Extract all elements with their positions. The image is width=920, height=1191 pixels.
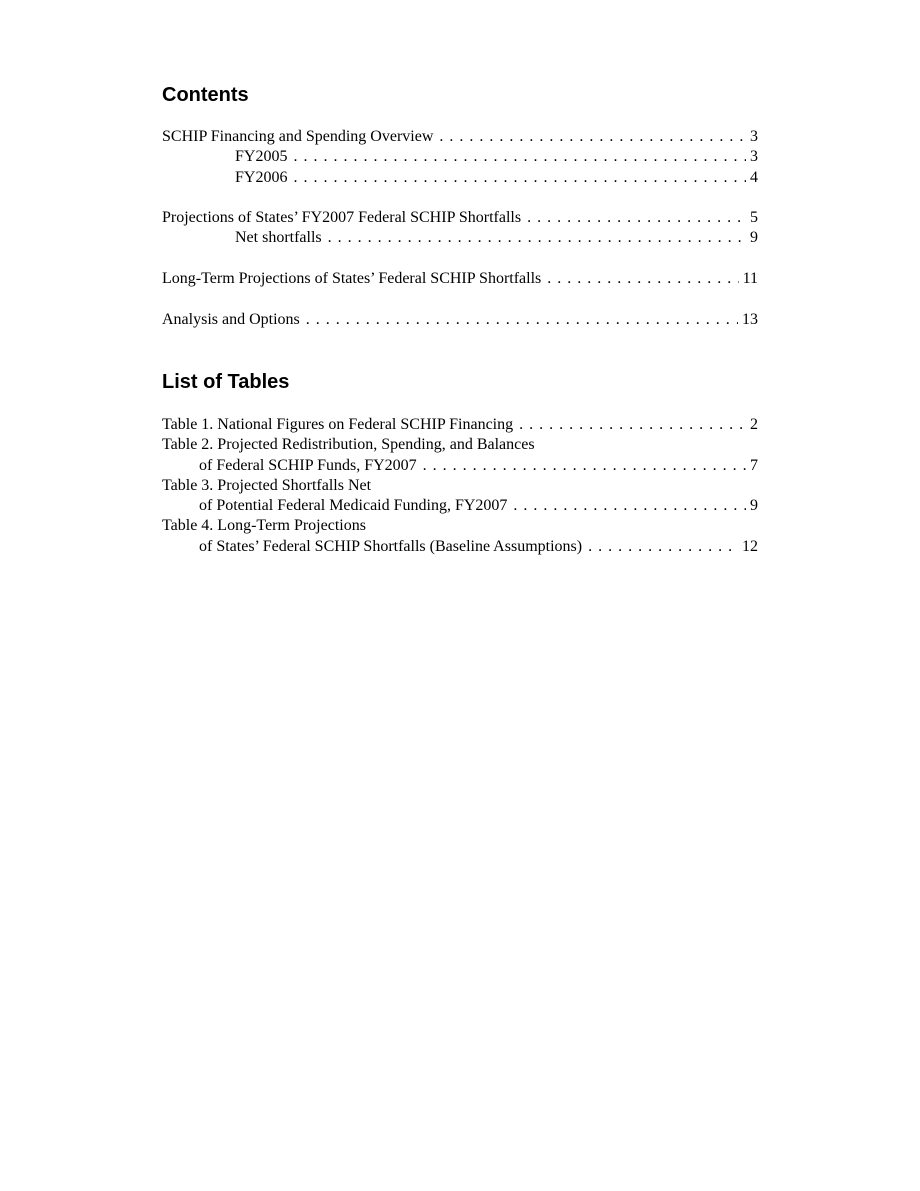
table-entry-label: Table 1. National Figures on Federal SCHIP Financing xyxy=(162,416,514,433)
dot-leader xyxy=(547,269,738,289)
toc-entry-label: Long-Term Projections of States’ Federal SCHIP Shortfalls xyxy=(162,270,542,287)
table-entry-label[interactable]: Table 2. Projected Redistribution, Spending, and Balances xyxy=(162,436,535,453)
toc-entry-page: 5 xyxy=(750,209,758,226)
dot-leader xyxy=(588,537,738,557)
contents-heading: Contents xyxy=(162,84,249,106)
table-entry-label[interactable]: Table 4. Long-Term Projections xyxy=(162,517,366,534)
toc-entry[interactable] xyxy=(162,127,758,147)
table-entry-continuation[interactable] xyxy=(199,456,758,476)
toc-entry-label: FY2006 xyxy=(235,169,288,186)
table-entry-page: 12 xyxy=(742,538,758,555)
dot-leader xyxy=(293,168,746,188)
toc-entry[interactable] xyxy=(162,269,758,289)
toc-entry-page: 9 xyxy=(750,229,758,246)
table-entry-label: of Potential Federal Medicaid Funding, FY2007 xyxy=(199,497,508,514)
table-entry-page: 7 xyxy=(750,457,758,474)
toc-entry-label: Net shortfalls xyxy=(235,229,322,246)
dot-leader xyxy=(328,228,746,248)
table-entry-page: 2 xyxy=(750,416,758,433)
toc-entry-page: 4 xyxy=(750,169,758,186)
dot-leader xyxy=(306,310,738,330)
dot-leader xyxy=(423,456,746,476)
table-entry-label: of Federal SCHIP Funds, FY2007 xyxy=(199,457,417,474)
list-of-tables-heading: List of Tables xyxy=(162,371,290,393)
toc-entry-page: 13 xyxy=(742,311,758,328)
toc-subentry[interactable] xyxy=(235,168,758,188)
toc-entry-label: FY2005 xyxy=(235,148,288,165)
toc-entry-label: Projections of States’ FY2007 Federal SCHIP Shortfalls xyxy=(162,209,522,226)
dot-leader xyxy=(293,147,746,167)
toc-subentry[interactable] xyxy=(235,147,758,167)
toc-entry[interactable] xyxy=(162,208,758,228)
table-entry-continuation[interactable] xyxy=(199,537,758,557)
toc-entry-page: 3 xyxy=(750,128,758,145)
table-entry-continuation[interactable] xyxy=(199,496,758,516)
dot-leader xyxy=(439,127,746,147)
toc-entry-label: Analysis and Options xyxy=(162,311,300,328)
table-entry-page: 9 xyxy=(750,497,758,514)
toc-entry-label: SCHIP Financing and Spending Overview xyxy=(162,128,434,145)
table-entry[interactable] xyxy=(162,415,758,435)
dot-leader xyxy=(513,496,746,516)
dot-leader xyxy=(519,415,746,435)
dot-leader xyxy=(527,208,746,228)
table-entry-label: of States’ Federal SCHIP Shortfalls (Baseline Assumptions) xyxy=(199,538,583,555)
toc-entry[interactable] xyxy=(162,310,758,330)
toc-entry-page: 3 xyxy=(750,148,758,165)
toc-entry-page: 11 xyxy=(742,270,758,287)
table-entry-label[interactable]: Table 3. Projected Shortfalls Net xyxy=(162,477,372,494)
toc-subentry[interactable] xyxy=(235,228,758,248)
